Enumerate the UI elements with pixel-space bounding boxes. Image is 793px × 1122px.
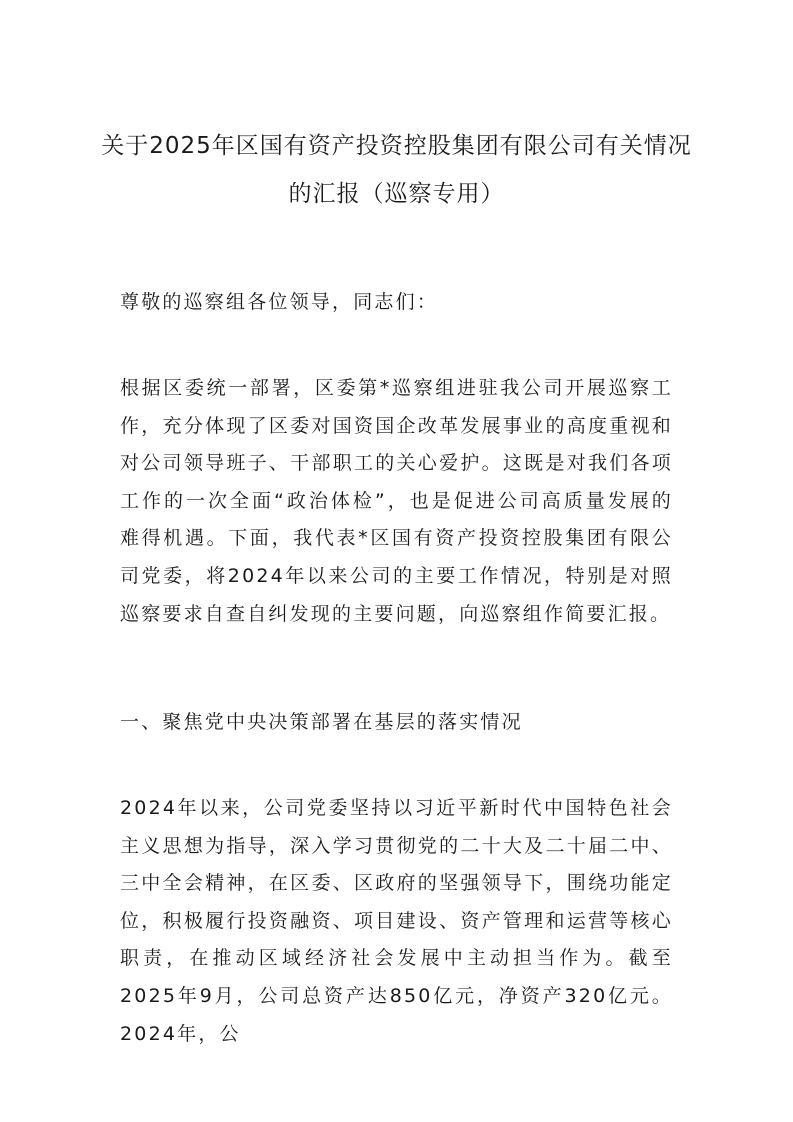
greeting: 尊敬的巡察组各位领导，同志们： (120, 291, 439, 313)
document-title: 关于2025年区国有资产投资控股集团有限公司有关情况的汇报（巡察专用） (101, 133, 692, 207)
intro-paragraph: 根据区委统一部署，区委第*巡察组进驻我公司开展巡察工作，充分体现了区委对国资国企改革发展事业的高度重视和对公司领导班子、干部职工的关心爱护。这既是对我们各项工作的一次全面“政治体检”，也是促进公司高质量发展的难得机遇。下面，我代表*区国有资产投资控股集团有限公司党委，将2024年以来公司的主要工作情况，特别是对照巡察要求自查自纠发现的主要问题，向巡察组作简要汇报。 (120, 377, 673, 625)
section-body-paragraph: 2024年以来，公司党委坚持以习近平新时代中国特色社会主义思想为指导，深入学习贯彻党的二十大及二十届二中、三中全会精神，在区委、区政府的坚强领导下，围绕功能定位，积极履行投资融资、项目建设、资产管理和运营等核心职责，在推动区域经济社会发展中主动担当作为。截至2025年9月，公司总资产达850亿元，净资产320亿元。2024年，公 (120, 797, 673, 1045)
section-heading: 一、聚焦党中央决策部署在基层的落实情况 (120, 711, 523, 733)
